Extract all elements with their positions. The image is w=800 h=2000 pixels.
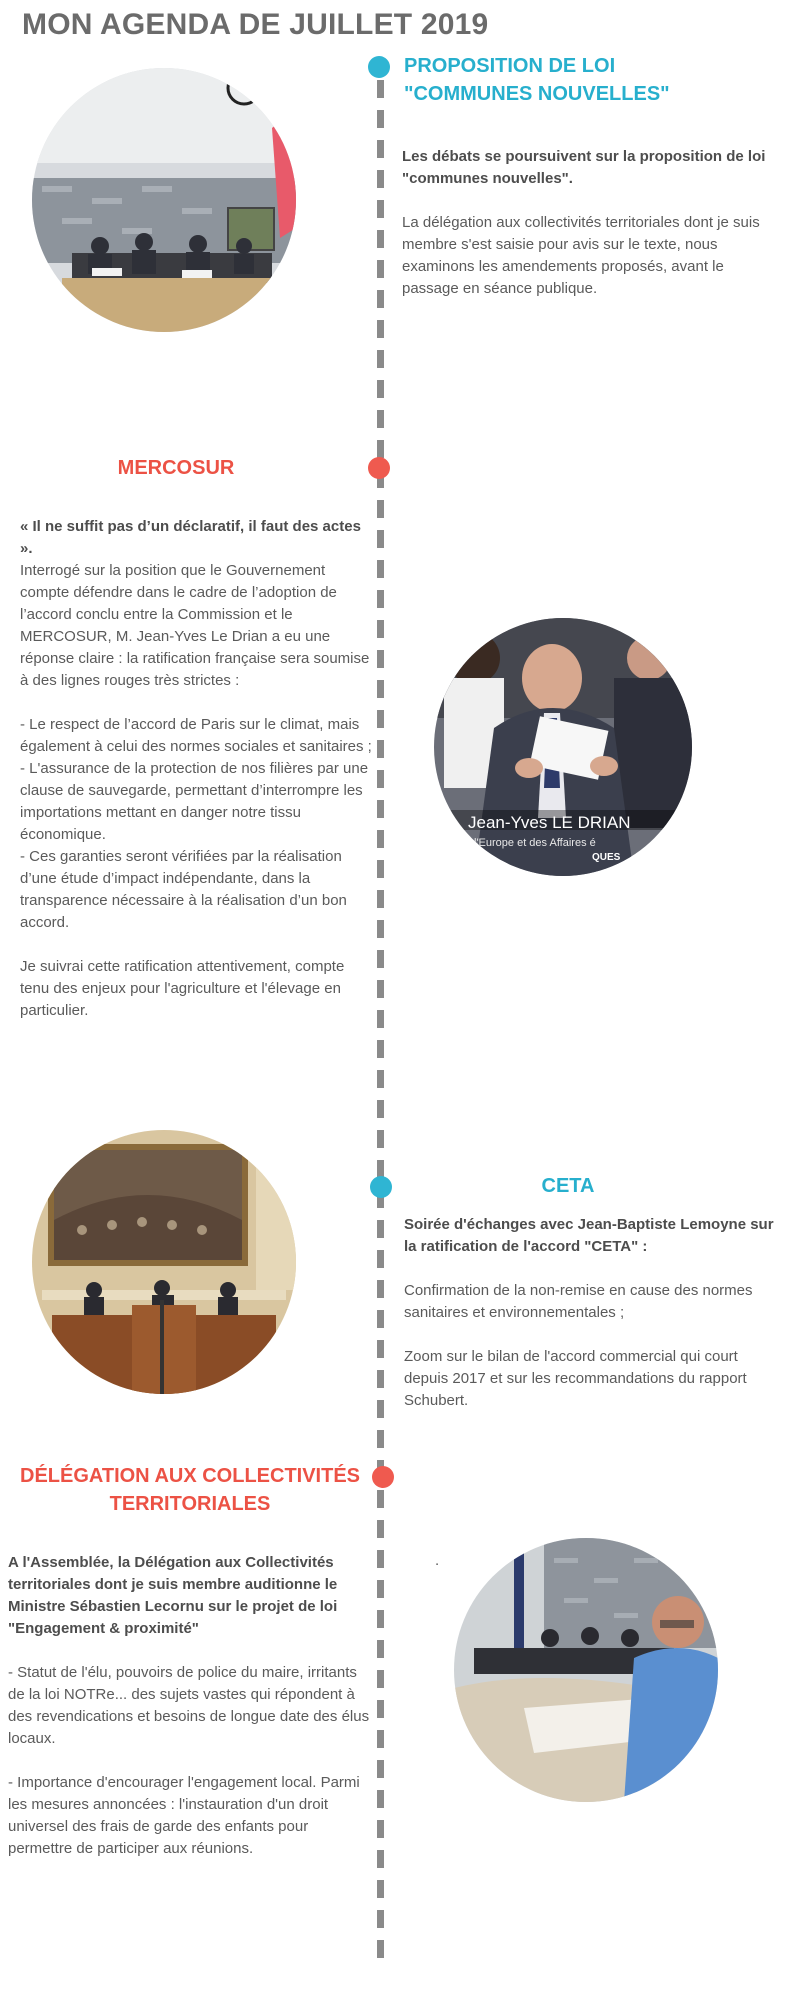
photo-caption-name: Jean-Yves LE DRIAN: [468, 813, 631, 832]
text-ceta: [404, 1214, 784, 1434]
stray-dot: .: [435, 1552, 440, 1569]
heading-communes-nouvelles: PROPOSITION DE LOI "COMMUNES NOUVELLES": [404, 55, 670, 105]
delegation-statut-elu: - Statut de l'élu, pouvoirs de police du maire, irritants de la loi NOTRe... des sujets vastes qui répondent à des revendications et besoins de longue date des élus locaux.: [8, 1664, 370, 1747]
heading-delegation: DÉLÉGATION AUX COLLECTIVITÉS TERRITORIALES: [20, 1465, 361, 1515]
heading-ceta: CETA: [541, 1175, 595, 1197]
lead-delegation: A l'Assemblée, la Délégation aux Collectivités territoriales dont je suis membre auditionne le Ministre Sébastien Lecornu sur le projet de loi "Engagement & proximité": [8, 1554, 338, 1637]
timeline-dot-ceta: [370, 1176, 392, 1198]
point-clause-sauvegarde: - L'assurance de la protection de nos filières par une clause de sauvegarde, permettant d’interrompre les importations mettant en danger notre tissu économique.: [20, 760, 369, 843]
committee-photo-illustration: [32, 68, 296, 332]
photo-audition-lecornu: [454, 1538, 718, 1802]
timeline-line: [377, 80, 384, 1960]
lead-mercosur: « Il ne suffit pas d’un déclaratif, il faut des actes ».: [20, 518, 361, 557]
timeline-dot-mercosur: [368, 457, 390, 479]
photo-caption-role: l'Europe et des Affaires é: [474, 837, 596, 849]
text-delegation: [8, 1552, 374, 1882]
intro-mercosur: Interrogé sur la position que le Gouvernement compte défendre dans le cadre de l’adoption de l’accord conclu entre la Commission et le MERCOSUR, M. Jean-Yves Le Drian a eu une réponse claire : la ratification française sera soumise à des lignes rouges très strictes :: [20, 562, 370, 689]
assemblee-photo-illustration: [32, 1130, 296, 1394]
text-mercosur: [20, 516, 372, 1044]
lecornu-photo-illustration: [454, 1538, 718, 1802]
photo-le-drian: [434, 618, 692, 876]
photo-assemblee-salle: [32, 1130, 296, 1394]
timeline-dot-delegation: [372, 1466, 394, 1488]
point-paris-climat: - Le respect de l’accord de Paris sur le climat, mais également à celui des normes sociales et sanitaires ;: [20, 716, 372, 755]
lead-communes: Les débats se poursuivent sur la proposition de loi "communes nouvelles".: [402, 148, 766, 187]
ceta-bilan: Zoom sur le bilan de l'accord commercial qui court depuis 2017 et sur les recommandations du rapport Schubert.: [404, 1348, 747, 1409]
photo-caption-tag: QUES: [592, 852, 621, 863]
page-title: MON AGENDA DE JUILLET 2019: [22, 8, 489, 41]
photo-committee-hearing: [32, 68, 296, 332]
text-communes-nouvelles: [402, 146, 774, 322]
delegation-engagement-local: - Importance d'encourager l'engagement local. Parmi les mesures annoncées : l'instauration d'un droit universel des frais de garde des enfants pour permettre de participer aux réunions.: [8, 1774, 360, 1857]
lead-ceta: Soirée d'échanges avec Jean-Baptiste Lemoyne sur la ratification de l'accord "CETA" :: [404, 1216, 774, 1255]
closing-mercosur: Je suivrai cette ratification attentivement, compte tenu des enjeux pour l'agriculture et l'élevage en particulier.: [20, 958, 345, 1019]
timeline-dot-communes: [368, 56, 390, 78]
body-communes: La délégation aux collectivités territoriales dont je suis membre s'est saisie pour avis sur le texte, nous examinons les amendements proposés, avant le passage en séance publique.: [402, 214, 760, 297]
heading-mercosur: MERCOSUR: [117, 457, 235, 479]
point-etude-impact: - Ces garanties seront vérifiées par la réalisation d’une étude d’impact indépendante, dans la transparence nécessaire à la réalisation d’un bon accord.: [20, 848, 347, 931]
ceta-normes: Confirmation de la non-remise en cause des normes sanitaires et environnementales ;: [404, 1282, 753, 1321]
